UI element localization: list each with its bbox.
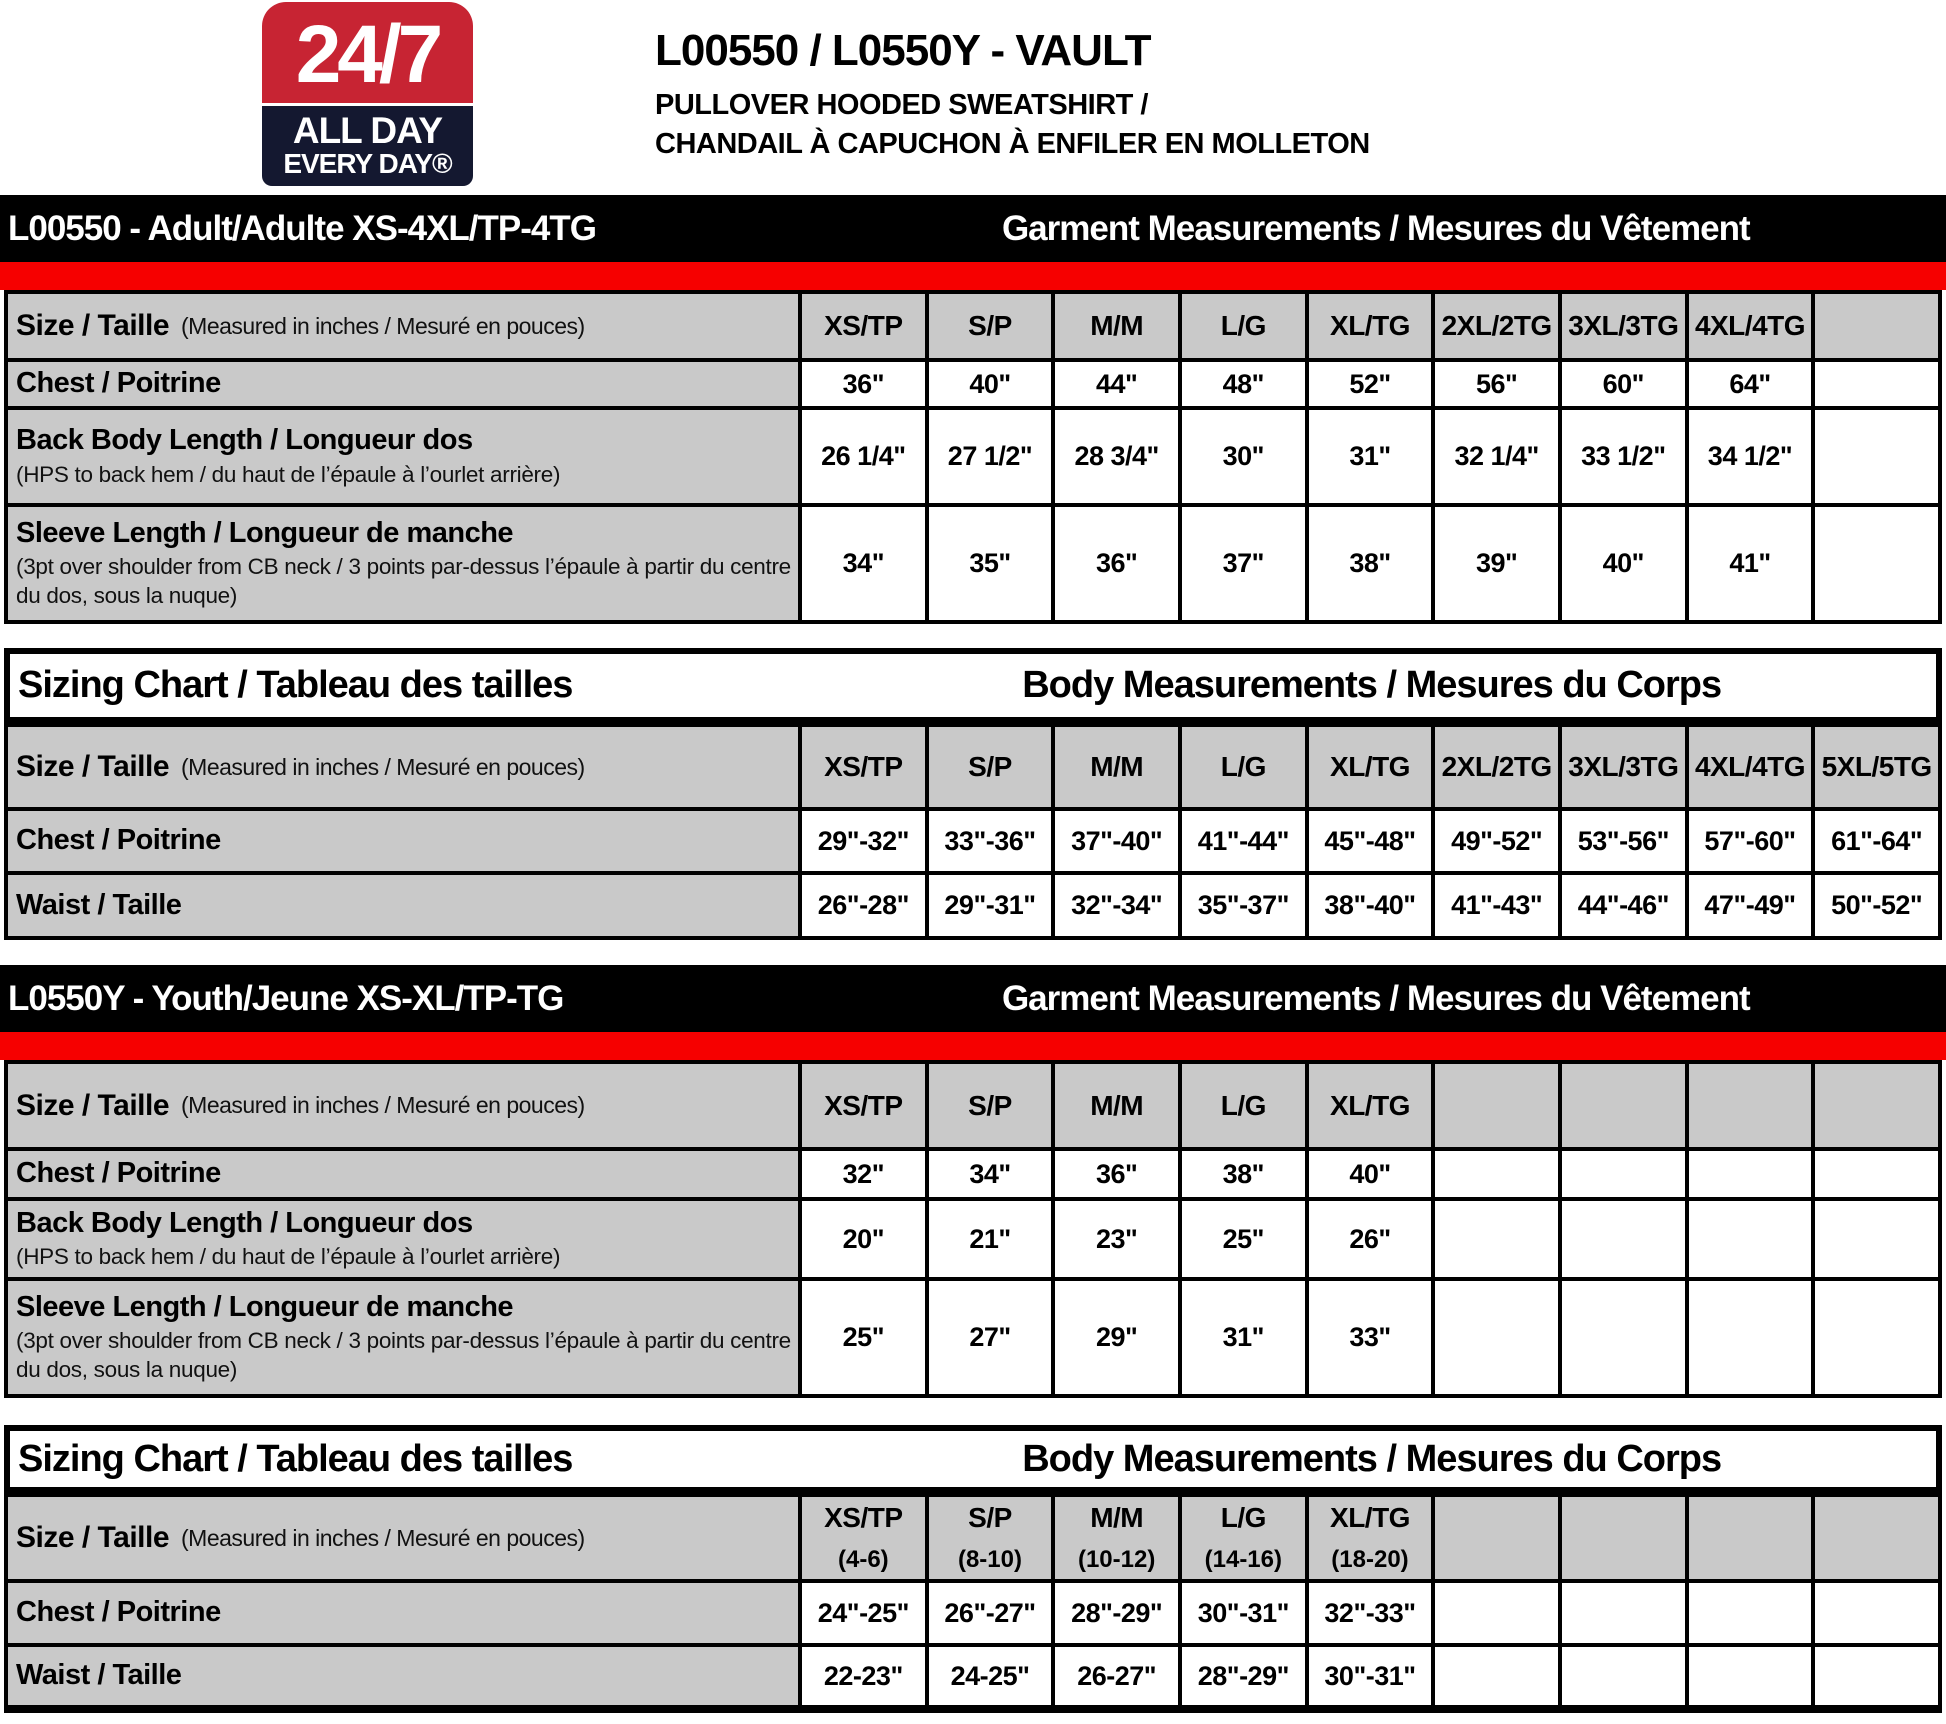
size-row-header [8,1497,798,1579]
value-cell [1055,875,1178,936]
column-header-xl-tg [1309,1064,1432,1147]
measurement-value: 29"-31" [944,890,1036,920]
column-label: XS/TP [824,1502,903,1533]
measurement-value: 56" [1475,368,1518,399]
measurement-value: 28 3/4" [1074,441,1159,471]
value-cell [1562,362,1685,406]
value-cell [1055,1151,1178,1197]
measurement-row-header [8,1281,798,1394]
value-cell [1562,1151,1685,1197]
measurement-value: 64" [1729,368,1771,399]
column-sublabel: (4-6) [837,1546,889,1573]
measurement-value: 36" [842,368,884,399]
value-cell [1815,875,1938,936]
value-cell [1815,1201,1938,1277]
value-cell [1182,1281,1305,1394]
measurement-value: 32"-34" [1071,890,1163,920]
value-cell [1435,875,1558,936]
section-title-left: L00550 - Adult/Adulte XS-4XL/TP-4TG [8,208,596,248]
measurement-value: 27 1/2" [947,441,1033,471]
row-label: Chest / Poitrine [16,367,221,400]
value-cell [1689,1281,1812,1394]
value-cell [802,1201,925,1277]
column-header-s-p [929,1497,1052,1579]
size-measure-note: (Measured in inches / Mesuré en pouces) [181,1524,585,1551]
column-sublabel: (10-12) [1077,1546,1156,1573]
measurement-value: 41"-44" [1197,825,1289,856]
measurement-value: 29"-32" [817,825,909,856]
value-cell [1182,507,1305,620]
column-header-m-m [1055,294,1178,358]
column-header-m-m [1055,1064,1178,1147]
column-header-l-g [1182,1497,1305,1579]
value-cell [929,811,1052,871]
value-cell [1562,875,1685,936]
logo-24-7-text: 24/7 [295,8,440,100]
measurement-value: 40" [1349,1158,1391,1189]
column-label: M/M [1090,1089,1144,1121]
column-header-xl-tg [1309,1497,1432,1579]
column-label: XL/TG [1330,1089,1410,1121]
adult-body-measurements-table [4,723,1942,940]
measurement-value: 60" [1602,368,1644,399]
size-row-header [8,294,798,358]
row-label: Back Body Length / Longueur dos [16,1206,473,1239]
column-header-4xl-4tg [1689,727,1812,807]
column-header-xs-tp [802,294,925,358]
value-cell [1562,410,1685,503]
value-cell [929,1647,1052,1705]
measurement-row-header [8,875,798,936]
row-label: Chest / Poitrine [16,1157,221,1190]
column-header-4xl-4tg [1689,294,1812,358]
section-header-adult-body [4,648,1942,723]
measurement-value: 31" [1222,1322,1264,1352]
column-label: 2XL/2TG [1441,310,1552,341]
value-cell [1309,362,1432,406]
measurement-value: 29" [1095,1322,1138,1352]
value-cell [1689,410,1812,503]
value-cell [802,875,925,936]
column-header-5xl-5tg [1815,727,1938,807]
value-cell [1435,362,1558,406]
value-cell [1182,875,1305,936]
measurement-row-header [8,811,798,871]
measurement-value: 32" [842,1158,884,1189]
column-header-xl-tg [1309,294,1432,358]
value-cell [802,1281,925,1394]
column-label: L/G [1220,751,1266,782]
value-cell [1689,875,1812,936]
row-label: Chest / Poitrine [16,824,221,857]
value-cell [1309,1583,1432,1643]
row-note: (HPS to back hem / du haut de l’épaule à l’ourlet arrière) [16,1244,561,1270]
measurement-value: 34" [969,1158,1011,1189]
column-label: XL/TG [1330,310,1410,341]
product-title: L00550 / L0550Y - VAULT [655,26,1151,75]
value-cell [1309,811,1432,871]
value-cell [1435,1583,1558,1643]
value-cell [1815,1647,1938,1705]
value-cell [1055,811,1178,871]
value-cell [1055,410,1178,503]
value-cell [1309,875,1432,936]
section-title-left: Sizing Chart / Tableau des tailles [18,1437,573,1480]
value-cell [1815,362,1938,406]
measurement-value: 24"-25" [817,1597,909,1628]
value-cell [929,507,1052,620]
measurement-value: 61"-64" [1831,825,1923,856]
value-cell [1562,1281,1685,1394]
value-cell [1815,1583,1938,1643]
column-label: L/G [1220,310,1266,341]
column-label: XS/TP [824,1089,903,1121]
row-label: Back Body Length / Longueur dos [16,424,473,457]
value-cell [1309,410,1432,503]
row-note: (3pt over shoulder from CB neck / 3 points par-dessus l’épaule à partir du centre du dos, sous la nuque) [16,1327,791,1383]
row-label: Chest / Poitrine [16,1596,221,1629]
size-label: Size / Taille [16,750,170,783]
size-label: Size / Taille [16,1088,170,1122]
value-cell [1309,1201,1432,1277]
row-label: Waist / Taille [16,888,182,921]
section-header-adult-garment [0,195,1946,262]
section-header-youth-garment [0,965,1946,1032]
column-header-empty [1815,1497,1938,1579]
value-cell [1689,811,1812,871]
value-cell [1435,507,1558,620]
measurement-value: 32"-33" [1324,1597,1416,1628]
column-label: S/P [968,1089,1012,1121]
value-cell [802,1151,925,1197]
measurement-value: 27" [969,1322,1011,1352]
measurement-row-header [8,1647,798,1705]
size-label: Size / Taille [16,309,170,342]
value-cell [1182,410,1305,503]
column-label: S/P [968,310,1012,341]
measurement-value: 44" [1095,368,1138,399]
section-title-left: Sizing Chart / Tableau des tailles [18,664,573,706]
measurement-value: 20" [842,1223,884,1254]
measurement-value: 40" [969,368,1011,399]
value-cell [1055,1201,1178,1277]
value-cell [1815,507,1938,620]
logo-all-day-text: ALL DAY [292,110,443,152]
measurement-value: 25" [842,1322,884,1352]
value-cell [802,362,925,406]
measurement-value: 21" [969,1223,1011,1254]
size-measure-note: (Measured in inches / Mesuré en pouces) [181,1092,585,1118]
column-label: M/M [1090,751,1144,782]
column-header-empty [1562,1497,1685,1579]
measurement-value: 47"-49" [1704,890,1796,920]
column-label: L/G [1220,1089,1266,1121]
measurement-value: 35"-37" [1197,890,1289,920]
value-cell [1309,1281,1432,1394]
measurement-value: 26 1/4" [821,441,906,471]
column-label: 4XL/4TG [1694,310,1806,341]
column-label: 4XL/4TG [1694,751,1806,782]
value-cell [1689,362,1812,406]
measurement-value: 28"-29" [1071,1597,1163,1628]
measurement-row-header [8,410,798,503]
measurement-value: 28"-29" [1197,1660,1289,1691]
value-cell [1435,811,1558,871]
section-title-right: Garment Measurements / Mesures du Vêtement [1001,978,1750,1018]
value-cell [1309,507,1432,620]
measurement-value: 23" [1095,1223,1138,1254]
measurement-value: 57"-60" [1704,825,1796,856]
value-cell [1435,1281,1558,1394]
column-header-xs-tp [802,727,925,807]
column-header-m-m [1055,727,1178,807]
value-cell [1055,507,1178,620]
logo-navy-panel [262,106,473,186]
measurement-row-header [8,1583,798,1643]
measurement-row-header [8,1201,798,1277]
column-header-empty [1815,294,1938,358]
adult-garment-measurements-table [4,290,1942,624]
column-label: 3XL/3TG [1568,751,1679,782]
measurement-value: 37"-40" [1071,825,1163,856]
measurement-value: 26" [1349,1223,1391,1254]
product-subtitle-fr: CHANDAIL À CAPUCHON À ENFILER EN MOLLETON [655,128,1370,161]
measurement-value: 31" [1349,441,1391,471]
value-cell [1055,362,1178,406]
measurement-value: 26"-28" [817,890,909,920]
section-title-right: Body Measurements / Mesures du Corps [1022,664,1722,706]
row-note: (HPS to back hem / du haut de l’épaule à l’ourlet arrière) [16,461,561,487]
column-label: XS/TP [824,751,903,782]
value-cell [1815,1281,1938,1394]
column-header-empty [1689,1497,1812,1579]
column-header-xs-tp [802,1497,925,1579]
value-cell [1435,410,1558,503]
measurement-value: 33" [1349,1322,1391,1352]
column-header-empty [1435,1497,1558,1579]
measurement-row-header [8,1151,798,1197]
measurement-value: 30"-31" [1197,1597,1289,1628]
column-label: M/M [1090,1502,1144,1533]
value-cell [802,1583,925,1643]
size-row-header [8,1064,798,1147]
measurement-value: 44"-46" [1577,890,1669,920]
measurement-value: 25" [1222,1223,1264,1254]
size-measure-note: (Measured in inches / Mesuré en pouces) [181,312,585,339]
column-label: M/M [1090,310,1144,341]
section-header-youth-body [4,1425,1942,1493]
section-title-right: Garment Measurements / Mesures du Vêtement [1001,208,1750,248]
column-label: 2XL/2TG [1441,751,1552,782]
measurement-row-header [8,362,798,406]
column-header-m-m [1055,1497,1178,1579]
row-label: Waist / Taille [16,1659,182,1692]
value-cell [1562,507,1685,620]
measurement-value: 33 1/2" [1581,441,1666,471]
value-cell [1562,1201,1685,1277]
column-header-l-g [1182,294,1305,358]
value-cell [1055,1281,1178,1394]
measurement-value: 26"-27" [944,1597,1036,1628]
value-cell [1055,1583,1178,1643]
column-label: XL/TG [1330,1502,1410,1533]
youth-body-measurements-table [4,1493,1942,1709]
measurement-value: 38" [1349,548,1391,578]
value-cell [1182,1201,1305,1277]
column-header-s-p [929,1064,1052,1147]
value-cell [1182,1583,1305,1643]
measurement-value: 33"-36" [944,825,1036,856]
column-label: 5XL/5TG [1821,751,1932,782]
column-header-3xl-3tg [1562,727,1685,807]
youth-garment-measurements-table [4,1060,1942,1398]
column-label: S/P [968,1502,1012,1533]
value-cell [1435,1151,1558,1197]
column-header-xl-tg [1309,727,1432,807]
row-label: Sleeve Length / Longueur de manche [16,1290,514,1323]
size-row-header [8,727,798,807]
value-cell [1689,1151,1812,1197]
value-cell [1689,1583,1812,1643]
section-title-right: Body Measurements / Mesures du Corps [1022,1437,1722,1480]
measurement-value: 49"-52" [1451,825,1543,856]
value-cell [1182,811,1305,871]
value-cell [929,1201,1052,1277]
measurement-value: 53"-56" [1577,825,1669,856]
column-label: XL/TG [1330,751,1410,782]
column-header-s-p [929,294,1052,358]
row-label: Sleeve Length / Longueur de manche [16,516,514,549]
product-subtitle-en: PULLOVER HOODED SWEATSHIRT / [655,89,1148,121]
value-cell [802,507,925,620]
value-cell [802,410,925,503]
column-header-empty [1689,1064,1812,1147]
logo-every-day-text: EVERY DAY® [283,148,452,180]
column-label: S/P [968,751,1012,782]
size-measure-note: (Measured in inches / Mesuré en pouces) [181,753,585,780]
column-header-xs-tp [802,1064,925,1147]
measurement-value: 39" [1475,548,1518,578]
column-header-empty [1815,1064,1938,1147]
red-accent-stripe [0,262,1946,290]
value-cell [802,811,925,871]
value-cell [1689,1647,1812,1705]
measurement-value: 38"-40" [1324,890,1416,920]
measurement-value: 26-27" [1077,1660,1157,1691]
measurement-value: 48" [1222,368,1264,399]
measurement-value: 41" [1729,548,1771,578]
measurement-value: 50"-52" [1831,890,1923,920]
column-label: L/G [1220,1502,1266,1533]
column-header-2xl-2tg [1435,294,1558,358]
measurement-value: 32 1/4" [1454,441,1539,471]
measurement-value: 36" [1095,548,1138,578]
value-cell [1815,1151,1938,1197]
column-sublabel: (18-20) [1331,1546,1409,1573]
column-header-l-g [1182,1064,1305,1147]
value-cell [1435,1201,1558,1277]
value-cell [1182,1647,1305,1705]
measurement-value: 30" [1222,441,1264,471]
bottom-border [4,1709,1942,1713]
measurement-value: 36" [1095,1158,1138,1189]
column-sublabel: (8-10) [957,1546,1022,1573]
measurement-value: 37" [1222,548,1264,578]
measurement-value: 35" [969,548,1011,578]
value-cell [1055,1647,1178,1705]
measurement-value: 52" [1349,368,1391,399]
measurement-value: 40" [1602,548,1644,578]
value-cell [1815,811,1938,871]
column-header-empty [1435,1064,1558,1147]
column-sublabel: (14-16) [1204,1546,1282,1573]
value-cell [1182,1151,1305,1197]
brand-logo-24-7 [262,2,473,186]
measurement-value: 41"-43" [1451,890,1543,920]
value-cell [929,1281,1052,1394]
value-cell [1309,1647,1432,1705]
red-accent-stripe [0,1032,1946,1060]
column-header-2xl-2tg [1435,727,1558,807]
measurement-value: 45"-48" [1324,825,1416,856]
value-cell [1689,507,1812,620]
column-header-s-p [929,727,1052,807]
value-cell [802,1647,925,1705]
masthead [0,0,1946,195]
value-cell [929,362,1052,406]
measurement-value: 34" [842,548,884,578]
measurement-value: 24-25" [950,1660,1030,1691]
value-cell [1309,1151,1432,1197]
value-cell [1435,1647,1558,1705]
value-cell [929,410,1052,503]
column-header-l-g [1182,727,1305,807]
value-cell [1689,1201,1812,1277]
column-label: XS/TP [824,310,903,341]
value-cell [929,1151,1052,1197]
value-cell [929,875,1052,936]
measurement-row-header [8,507,798,620]
logo-red-panel [262,2,473,103]
measurement-value: 30"-31" [1324,1660,1416,1691]
column-header-3xl-3tg [1562,294,1685,358]
value-cell [1562,811,1685,871]
row-note: (3pt over shoulder from CB neck / 3 points par-dessus l’épaule à partir du centre du dos, sous la nuque) [16,553,791,609]
column-header-empty [1562,1064,1685,1147]
measurement-value: 22-23" [823,1660,903,1691]
measurement-value: 38" [1222,1158,1264,1189]
column-label: 3XL/3TG [1568,310,1679,341]
product-titles [655,26,1370,164]
value-cell [1562,1583,1685,1643]
value-cell [1182,362,1305,406]
section-title-left: L0550Y - Youth/Jeune XS-XL/TP-TG [8,978,564,1018]
measurement-value: 34 1/2" [1707,441,1793,471]
value-cell [929,1583,1052,1643]
value-cell [1562,1647,1685,1705]
value-cell [1815,410,1938,503]
size-label: Size / Taille [16,1521,170,1554]
